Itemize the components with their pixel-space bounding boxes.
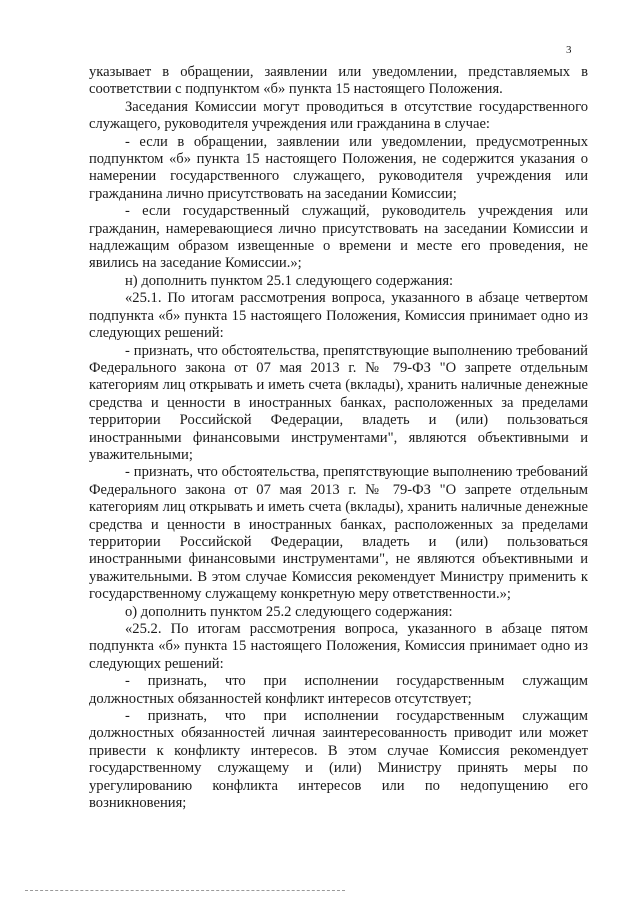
paragraph-case-no-intent: - если в обращении, заявлении или уведомлении, предусмотренных подпунктом «б» пункта 15 настоящего Положения, не содержится указания о намерении государственного служащего, руководителя учреждения или гражданина лично присутствовать на заседании Комиссии;: [89, 133, 588, 202]
page-number: 3: [566, 44, 572, 56]
paragraph-amendment-o: о) дополнить пунктом 25.2 следующего содержания:: [125, 603, 453, 620]
paragraph-clause-25-1: «25.1. По итогам рассмотрения вопроса, указанного в абзаце четвертом подпункта «б» пункта 15 настоящего Положения, Комиссия принимает одно из следующих решений:: [89, 290, 588, 342]
footer-divider: [25, 890, 345, 891]
paragraph-sessions-absence: Заседания Комиссии могут проводиться в отсутствие государственного служащего, руководителя учреждения или гражданина в случае:: [89, 98, 588, 133]
paragraph-decision-objective: - признать, что обстоятельства, препятствующие выполнению требований Федерального закона от 07 мая 2013 г. № 79-ФЗ "О запрете отдельным категориям лиц открывать и иметь счета (вклады), хранить наличные денежные средства и ценности в иностранных банках, расположенных за пределами территории Российской Федерации, владеть и (или) пользоваться иностранными финансовыми инструментами", являются объективными и уважительными;: [89, 342, 588, 463]
paragraph-clause-25-2: «25.2. По итогам рассмотрения вопроса, указанного в абзаце пятом подпункта «б» пункта 15 настоящего Положения, Комиссия принимает одно из следующих решений:: [89, 621, 588, 672]
paragraph-amendment-n: н) дополнить пунктом 25.1 следующего содержания:: [125, 272, 454, 289]
paragraph-no-conflict: - признать, что при исполнении государственным служащим должностных обязанностей конфликт интересов отсутствует;: [89, 673, 588, 707]
paragraph-decision-not-objective: - признать, что обстоятельства, препятствующие выполнению требований Федерального закона от 07 мая 2013 г. № 79-ФЗ "О запрете отдельным категориям лиц открывать и иметь счета (вклады), хранить наличные денежные средства и ценности в иностранных банках, расположенных за пределами территории Российской Федерации, владеть и (или) пользоваться иностранными финансовыми инструментами", не являются объективными и уважительными. В этом случае Комиссия рекомендует Министру применить к государственному служащему конкретную меру ответственности.»;: [89, 464, 588, 603]
document-body: [89, 64, 588, 812]
paragraph-case-not-appeared: - если государственный служащий, руководитель учреждения или гражданин, намеревающиеся лично присутствовать на заседании Комиссии и надлежащим образом извещенные о времени и месте его проведения, не явились на заседание Комиссии.»;: [89, 203, 588, 272]
paragraph-continuation: указывает в обращении, заявлении или уведомлении, представляемых в соответствии с подпунктом «б» пункта 15 настоящего Положения.: [89, 64, 588, 98]
paragraph-conflict-possible: - признать, что при исполнении государственным служащим должностных обязанностей личная заинтересованность приводит или может привести к конфликту интересов. В этом случае Комиссия рекомендует государственному служащему и (или) Министру принять меры по урегулированию конфликта интересов или по недопущению его возникновения;: [89, 708, 588, 812]
